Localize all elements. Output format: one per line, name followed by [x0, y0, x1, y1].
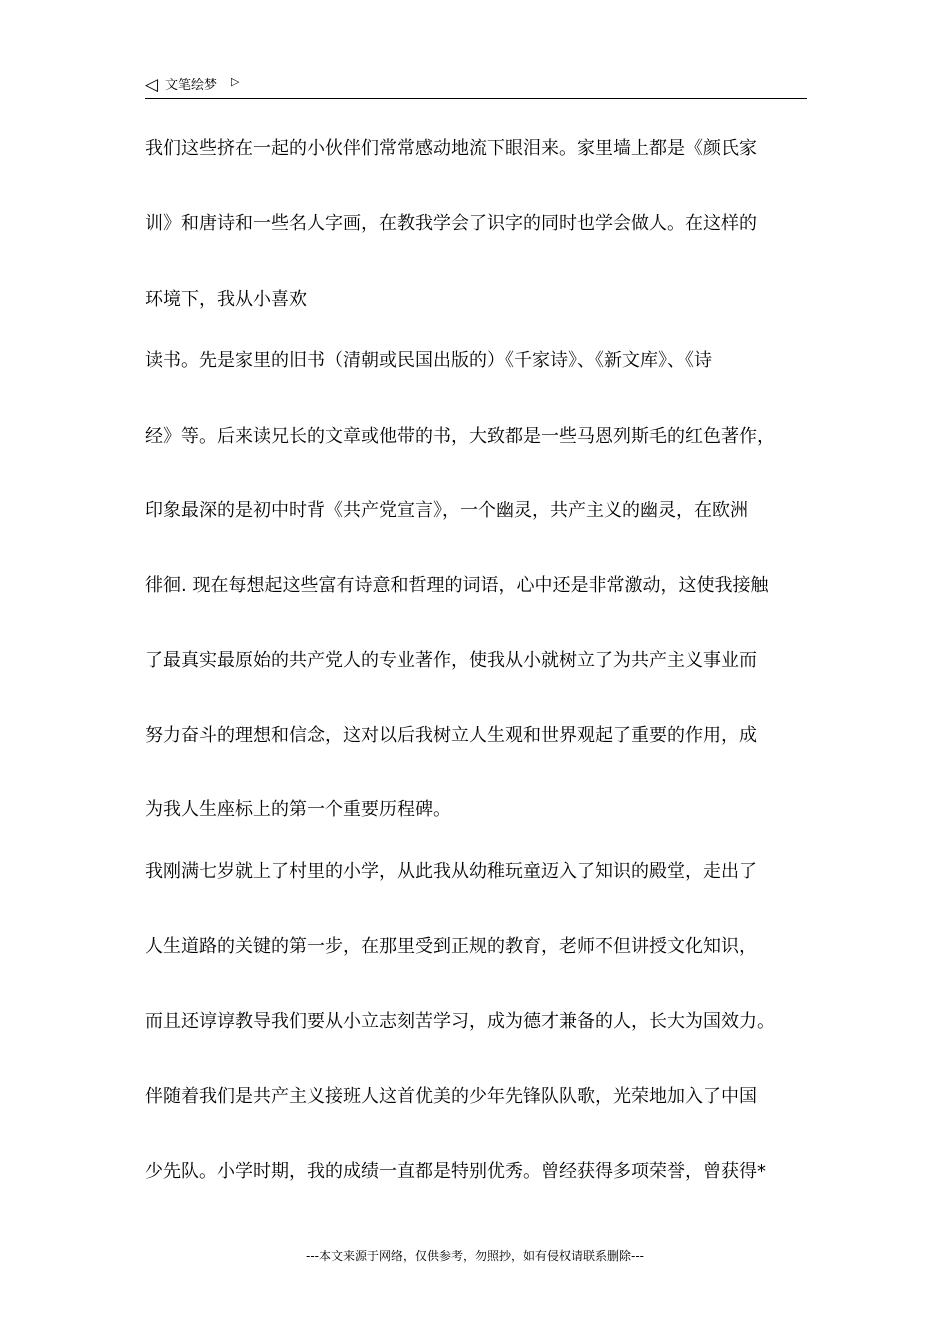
text-line: 徘徊. 现在每想起这些富有诗意和哲理的词语，心中还是非常激动，这使我接触: [145, 575, 769, 596]
text-line: 训》和唐诗和一些名人字画，在教我学会了识字的同时也学会做人。在这样的: [145, 213, 757, 234]
text-line: 环境下，我从小喜欢: [145, 289, 307, 310]
text-line: 努力奋斗的理想和信念，这对以后我树立人生观和世界观起了重要的作用，成: [145, 725, 757, 746]
text-line: 伴随着我们是共产主义接班人这首优美的少年先锋队队歌，光荣地加入了中国: [145, 1086, 757, 1107]
text-line: 了最真实最原始的共产党人的专业著作，使我从小就树立了为共产主义事业而: [145, 650, 757, 671]
text-line: 读书。先是家里的旧书（清朝或民国出版的）《千家诗》、《新文库》、《诗: [145, 350, 712, 371]
triangle-right-icon: ▷: [231, 75, 240, 88]
text-line: 我刚满七岁就上了村里的小学，从此我从幼稚玩童迈入了知识的殿堂，走出了: [145, 861, 757, 882]
text-line: 而且还谆谆教导我们要从小立志刻苦学习，成为德才兼备的人，长大为国效力。: [145, 1011, 775, 1032]
page-header: [145, 74, 807, 99]
page-footer: ---本文来源于网络，仅供参考，勿照抄，如有侵权请联系删除---: [306, 1249, 644, 1263]
text-line: 印象最深的是初中时背《共产党宣言》，一个幽灵，共产主义的幽灵，在欧洲: [145, 500, 748, 521]
text-line: 为我人生座标上的第一个重要历程碑。: [145, 799, 451, 820]
text-line: 人生道路的关键的第一步，在那里受到正规的教育，老师不但讲授文化知识，: [145, 936, 757, 957]
triangle-left-icon: ◁: [145, 75, 159, 95]
header-title: 文笔绘梦: [165, 78, 218, 93]
text-line: 我们这些挤在一起的小伙伴们常常感动地流下眼泪来。家里墙上都是《颜氏家: [145, 138, 757, 159]
text-line: 经》等。后来读兄长的文章或他带的书，大致都是一些马恩列斯毛的红色著作，: [145, 426, 775, 447]
text-line: 少先队。小学时期，我的成绩一直都是特别优秀。曾经获得多项荣誉，曾获得*: [145, 1161, 766, 1182]
